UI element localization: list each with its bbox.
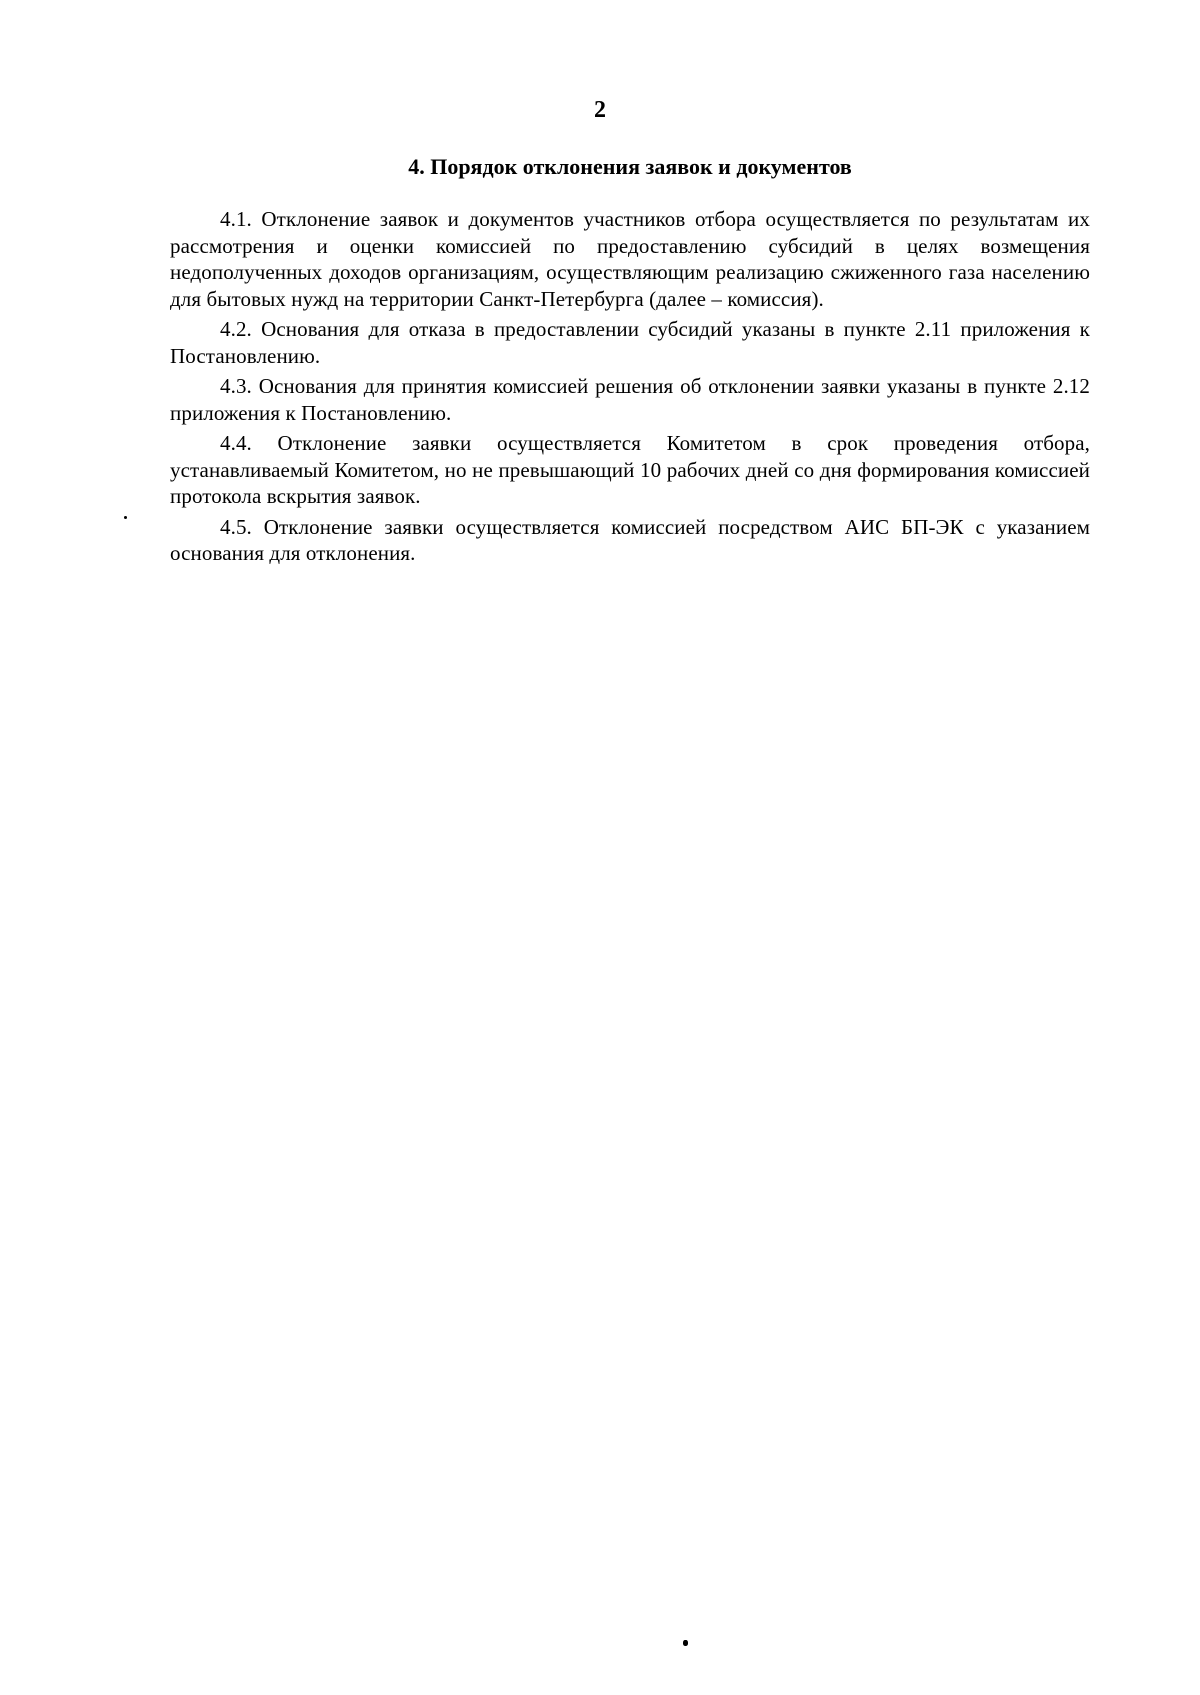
page-number: 2 xyxy=(594,97,606,123)
paragraph-4-4: 4.4. Отклонение заявки осуществляется Комитетом в срок проведения отбора, устанавливаемый Комитетом, но не превышающий 10 рабочих дней со дня формирования комиссией протокола вскрытия заявок. xyxy=(170,431,1090,508)
paragraph-4-2: 4.2. Основания для отказа в предоставлении субсидий указаны в пункте 2.11 приложения к Постановлению. xyxy=(170,317,1090,368)
section-heading: 4. Порядок отклонения заявок и документов xyxy=(408,154,852,179)
paragraph-4-3: 4.3. Основания для принятия комиссией решения об отклонении заявки указаны в пункте 2.12 приложения к Постановлению. xyxy=(170,374,1090,425)
scan-speck-mark xyxy=(124,516,127,519)
scan-bottom-mark xyxy=(683,1640,688,1646)
paragraph-4-1: 4.1. Отклонение заявок и документов участников отбора осуществляется по результатам их рассмотрения и оценки комиссией по предоставлению субсидий в целях возмещения недополученных доходов организациям, осуществляющим реализацию сжиженного газа населению для бытовых нужд на территории Санкт-Петербурга (далее – комиссия). xyxy=(170,207,1090,311)
section-body xyxy=(170,206,1090,571)
paragraph-4-5: 4.5. Отклонение заявки осуществляется комиссией посредством АИС БП-ЭК с указанием основания для отклонения. xyxy=(170,514,1090,565)
